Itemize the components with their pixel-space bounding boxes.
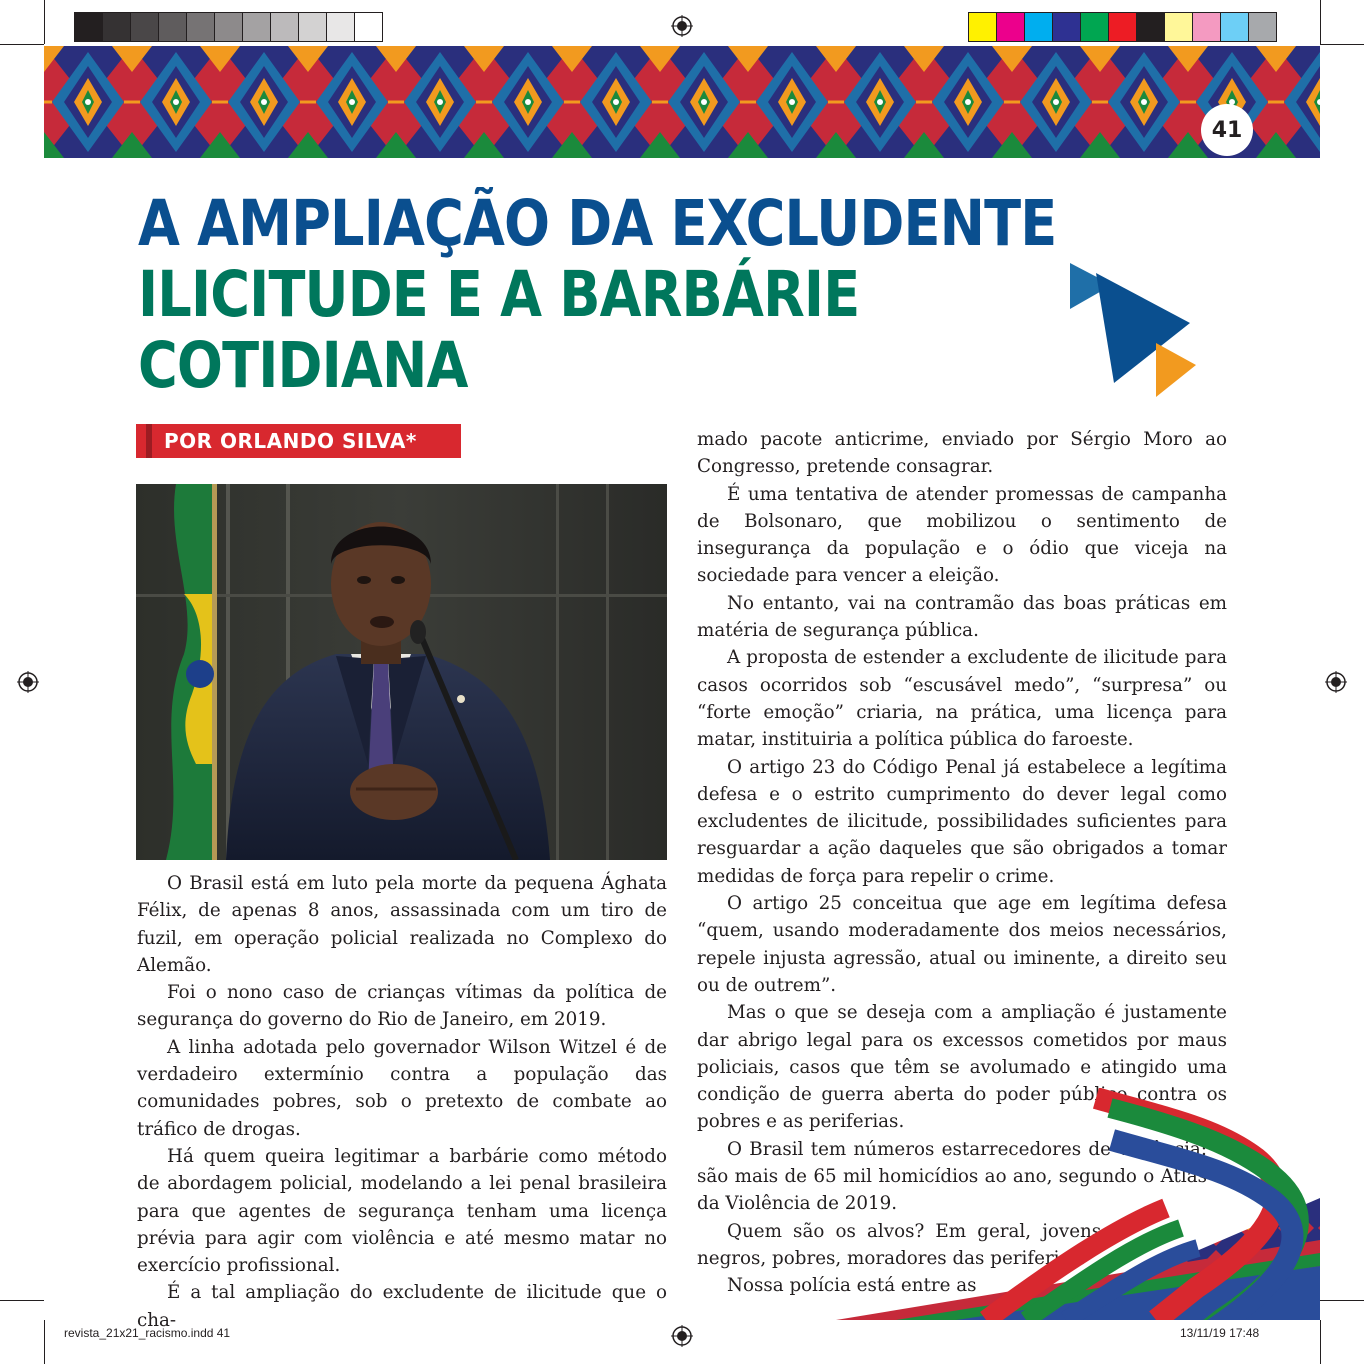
paragraph: A proposta de estender a excludente de ilicitude para casos ocorridos sob “escusável medo”, “surpresa” ou “forte emoção” criaria, na prática, uma licença para matar, instituiria a política pública do faroeste. [697,647,1227,751]
crop-mark [44,1320,45,1364]
paragraph: Foi o nono caso de crianças vítimas da política de segurança do governo do Rio de Janeiro, em 2019. [137,982,667,1031]
article-title [138,188,1084,401]
paragraph: O Brasil está em luto pela morte da pequena Ághata Félix, de apenas 8 anos, assassinada com um tiro de fuzil, em operação policial realizada no Complexo do Alemão. [137,873,667,976]
paragraph: É a tal ampliação do excludente de ilicitude que o cha- [137,1282,667,1331]
crop-mark [1320,1320,1321,1364]
title-line-1: A AMPLIAÇÃO DA EXCLUDENTE [138,187,1057,260]
registration-mark-icon [1325,671,1347,693]
paragraph: Quem são os alvos? Em geral, jovens, negros, pobres, moradores das periferias. [697,1220,1107,1269]
registration-mark-icon [671,15,693,37]
byline-accent [146,424,152,458]
title-line-2: ILICITUDE E A BARBÁRIE [138,258,860,331]
registration-mark-icon [17,671,39,693]
grayscale-swatches [74,12,383,42]
crop-mark [1320,44,1364,45]
ribbon-decoration [836,1088,1320,1320]
paragraph: O artigo 25 conceitua que age em legítima defesa “quem, usando moderadamente dos meios necessários, repele injusta agressão, atual ou iminente, a direito seu ou de outrem”. [697,893,1227,996]
triangle-arrow-decoration [1064,255,1204,400]
byline-bar [136,424,461,458]
paragraph: É uma tentativa de atender promessas de campanha de Bolsonaro, que mobilizou o sentimento de insegurança da população e o ódio que viceja na sociedade para vencer a eleição. [697,483,1227,587]
crop-mark [44,0,45,44]
paragraph: mado pacote anticrime, enviado por Sérgio Moro ao Congresso, pretende consagrar. [697,429,1227,478]
paragraph: O Brasil tem números estarrecedores de violência: são mais de 65 mil homicídios ao ano, segundo o Atlas da Violência de 2019. [697,1138,1207,1215]
footer-file-slug: revista_21x21_racismo.indd 41 [64,1326,231,1340]
color-swatches [968,12,1277,42]
article-photo [136,484,667,860]
crop-mark [0,44,44,45]
tribal-pattern-banner [44,46,1320,158]
paragraph: No entanto, vai na contramão das boas práticas em matéria de segurança pública. [697,592,1227,642]
paragraph: A linha adotada pelo governador Wilson Witzel é de verdadeiro extermínio contra a população das comunidades pobres, sob o pretexto de combate ao tráfico de drogas. [137,1036,667,1140]
paragraph: Há quem queira legitimar a barbárie como método de abordagem policial, modelando a lei penal brasileira para que agentes de segurança tenham uma licença prévia para agir com violência e até mesmo matar no exercício profissional. [137,1145,667,1277]
title-line-3: COTIDIANA [138,329,468,402]
crop-mark [0,1300,44,1301]
byline-text: POR ORLANDO SILVA* [164,429,417,453]
paragraph: Nossa polícia está entre as [727,1275,977,1297]
page-number: 41 [1201,104,1253,156]
paragraph: Mas o que se deseja com a ampliação é justamente dar abrigo legal para os excessos cometidos por maus policiais, casos que têm se avolumado e atingido uma condição de guerra aberta do poder público contra os pobres e as periferias. [697,1002,1227,1133]
registration-mark-icon [671,1325,693,1347]
footer-date-slug: 13/11/19 17:48 [1180,1326,1260,1340]
paragraph: O artigo 23 do Código Penal já estabelece a legítima defesa e o estrito cumprimento do dever legal como excludentes de ilicitude, possibilidades suficientes para resguardar a ação daqueles que são obrigados a tomar medidas de força para repelir o crime. [697,756,1227,887]
crop-mark [1320,1300,1364,1301]
article-column-left [137,870,667,1334]
crop-mark [1320,0,1321,44]
